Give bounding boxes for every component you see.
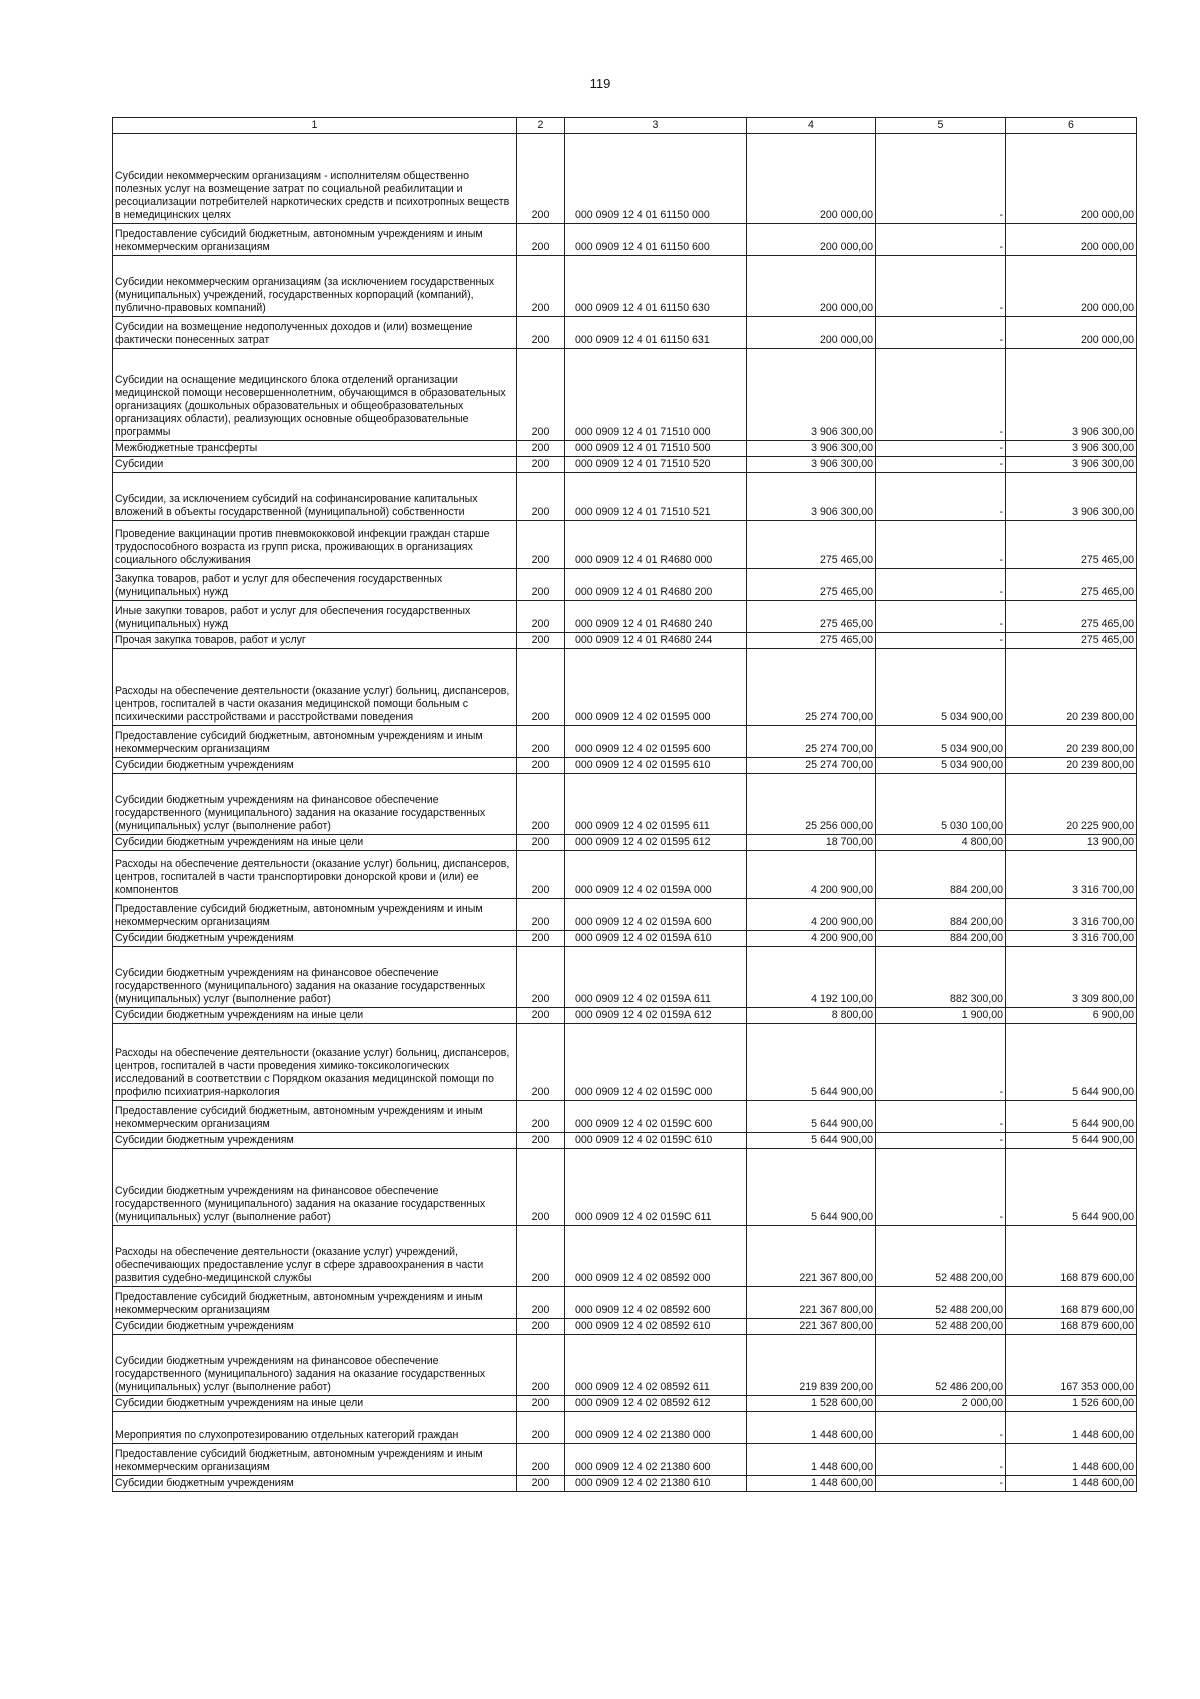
row-code: 200 xyxy=(517,521,565,569)
row-amount-col5: 5 034 900,00 xyxy=(876,758,1006,774)
table-row xyxy=(113,931,1137,947)
row-amount-col6: 200 000,00 xyxy=(1006,224,1137,256)
row-amount-col5: - xyxy=(876,569,1006,601)
row-amount-col4: 3 906 300,00 xyxy=(747,457,876,473)
row-amount-col4: 200 000,00 xyxy=(747,134,876,224)
row-code: 200 xyxy=(517,1444,565,1476)
row-amount-col5: - xyxy=(876,317,1006,349)
row-amount-col4: 200 000,00 xyxy=(747,256,876,317)
row-kbk: 000 0909 12 4 02 0159А 611 xyxy=(565,947,747,1008)
row-amount-col6: 275 465,00 xyxy=(1006,601,1137,633)
table-row xyxy=(113,441,1137,457)
row-amount-col4: 221 367 800,00 xyxy=(747,1319,876,1335)
row-amount-col6: 275 465,00 xyxy=(1006,569,1137,601)
row-code: 200 xyxy=(517,473,565,521)
row-name: Иные закупки товаров, работ и услуг для обеспечения государственных (муниципальных) нужд xyxy=(113,601,517,633)
row-amount-col5: 884 200,00 xyxy=(876,931,1006,947)
row-amount-col4: 5 644 900,00 xyxy=(747,1149,876,1226)
row-code: 200 xyxy=(517,1412,565,1444)
row-amount-col6: 5 644 900,00 xyxy=(1006,1133,1137,1149)
row-name: Предоставление субсидий бюджетным, автономным учреждениям и иным некоммерческим организациям xyxy=(113,726,517,758)
row-amount-col6: 200 000,00 xyxy=(1006,134,1137,224)
row-amount-col4: 219 839 200,00 xyxy=(747,1335,876,1396)
table-row xyxy=(113,851,1137,899)
table-row xyxy=(113,1226,1137,1287)
row-amount-col4: 25 274 700,00 xyxy=(747,726,876,758)
row-amount-col5: - xyxy=(876,224,1006,256)
row-code: 200 xyxy=(517,633,565,649)
row-kbk: 000 0909 12 4 02 21380 600 xyxy=(565,1444,747,1476)
row-code: 200 xyxy=(517,758,565,774)
row-amount-col5: - xyxy=(876,1476,1006,1492)
row-name: Закупка товаров, работ и услуг для обеспечения государственных (муниципальных) нужд xyxy=(113,569,517,601)
row-amount-col4: 18 700,00 xyxy=(747,835,876,851)
row-amount-col5: 2 000,00 xyxy=(876,1396,1006,1412)
row-name: Субсидии некоммерческим организациям (за исключением государственных (муниципальных) учреждений, государственных корпораций (компаний), публично-правовых компаний) xyxy=(113,256,517,317)
row-kbk: 000 0909 12 4 01 61150 600 xyxy=(565,224,747,256)
row-amount-col4: 25 256 000,00 xyxy=(747,774,876,835)
table-row xyxy=(113,473,1137,521)
row-kbk: 000 0909 12 4 02 08592 000 xyxy=(565,1226,747,1287)
table-row xyxy=(113,774,1137,835)
row-name: Субсидии бюджетным учреждениям xyxy=(113,1476,517,1492)
table-row xyxy=(113,1412,1137,1444)
row-amount-col6: 3 316 700,00 xyxy=(1006,899,1137,931)
table-row xyxy=(113,317,1137,349)
row-amount-col6: 20 225 900,00 xyxy=(1006,774,1137,835)
row-amount-col5: - xyxy=(876,134,1006,224)
row-amount-col4: 4 200 900,00 xyxy=(747,899,876,931)
table-row xyxy=(113,521,1137,569)
row-amount-col6: 275 465,00 xyxy=(1006,521,1137,569)
row-amount-col6: 6 900,00 xyxy=(1006,1008,1137,1024)
row-kbk: 000 0909 12 4 01 71510 000 xyxy=(565,349,747,441)
row-kbk: 000 0909 12 4 02 01595 610 xyxy=(565,758,747,774)
row-amount-col4: 3 906 300,00 xyxy=(747,441,876,457)
row-kbk: 000 0909 12 4 01 61150 000 xyxy=(565,134,747,224)
row-kbk: 000 0909 12 4 01 R4680 244 xyxy=(565,633,747,649)
row-code: 200 xyxy=(517,317,565,349)
row-amount-col5: - xyxy=(876,349,1006,441)
row-code: 200 xyxy=(517,1319,565,1335)
row-amount-col5: 5 030 100,00 xyxy=(876,774,1006,835)
row-amount-col4: 221 367 800,00 xyxy=(747,1287,876,1319)
row-code: 200 xyxy=(517,1396,565,1412)
row-code: 200 xyxy=(517,1287,565,1319)
budget-table xyxy=(112,117,1137,1492)
row-name: Субсидии бюджетным учреждениям на финансовое обеспечение государственного (муниципального) задания на оказание государственных (муниципальных) услуг (выполнение работ) xyxy=(113,1335,517,1396)
row-amount-col4: 4 200 900,00 xyxy=(747,851,876,899)
row-name: Субсидии xyxy=(113,457,517,473)
row-amount-col6: 168 879 600,00 xyxy=(1006,1287,1137,1319)
row-code: 200 xyxy=(517,835,565,851)
row-code: 200 xyxy=(517,931,565,947)
row-amount-col6: 1 526 600,00 xyxy=(1006,1396,1137,1412)
row-amount-col5: - xyxy=(876,1101,1006,1133)
row-kbk: 000 0909 12 4 02 21380 610 xyxy=(565,1476,747,1492)
row-amount-col4: 275 465,00 xyxy=(747,633,876,649)
row-amount-col4: 4 192 100,00 xyxy=(747,947,876,1008)
row-amount-col4: 1 448 600,00 xyxy=(747,1444,876,1476)
row-name: Субсидии на оснащение медицинского блока отделений организации медицинской помощи несовершеннолетним, обучающимся в образовательных организациях (дошкольных образовательных и общеобразовательных организациях области), реализующих основные общеобразовательные программы xyxy=(113,349,517,441)
row-amount-col6: 3 316 700,00 xyxy=(1006,931,1137,947)
row-amount-col6: 13 900,00 xyxy=(1006,835,1137,851)
row-kbk: 000 0909 12 4 02 21380 000 xyxy=(565,1412,747,1444)
row-amount-col4: 8 800,00 xyxy=(747,1008,876,1024)
row-amount-col6: 20 239 800,00 xyxy=(1006,649,1137,726)
row-amount-col5: - xyxy=(876,633,1006,649)
row-name: Субсидии бюджетным учреждениям xyxy=(113,931,517,947)
row-code: 200 xyxy=(517,1149,565,1226)
row-amount-col4: 200 000,00 xyxy=(747,317,876,349)
row-amount-col5: - xyxy=(876,256,1006,317)
row-amount-col6: 275 465,00 xyxy=(1006,633,1137,649)
row-code: 200 xyxy=(517,649,565,726)
row-code: 200 xyxy=(517,457,565,473)
row-amount-col6: 200 000,00 xyxy=(1006,256,1137,317)
row-kbk: 000 0909 12 4 01 R4680 240 xyxy=(565,601,747,633)
row-amount-col5: 5 034 900,00 xyxy=(876,649,1006,726)
row-amount-col5: - xyxy=(876,1444,1006,1476)
table-row xyxy=(113,1133,1137,1149)
row-name: Субсидии бюджетным учреждениям на иные цели xyxy=(113,835,517,851)
row-amount-col5: 52 488 200,00 xyxy=(876,1319,1006,1335)
row-amount-col4: 221 367 800,00 xyxy=(747,1226,876,1287)
row-name: Межбюджетные трансферты xyxy=(113,441,517,457)
row-name: Расходы на обеспечение деятельности (оказание услуг) учреждений, обеспечивающих предоставление услуг в сфере здравоохранения в части развития судебно-медицинской службы xyxy=(113,1226,517,1287)
row-kbk: 000 0909 12 4 02 0159А 610 xyxy=(565,931,747,947)
row-kbk: 000 0909 12 4 02 08592 600 xyxy=(565,1287,747,1319)
table-row xyxy=(113,633,1137,649)
row-amount-col5: 884 200,00 xyxy=(876,899,1006,931)
row-kbk: 000 0909 12 4 02 01595 612 xyxy=(565,835,747,851)
table-row xyxy=(113,1024,1137,1101)
table-row xyxy=(113,569,1137,601)
column-header: 1 xyxy=(113,118,517,134)
table-row xyxy=(113,758,1137,774)
table-header-row xyxy=(113,118,1137,134)
row-amount-col5: - xyxy=(876,601,1006,633)
row-amount-col5: - xyxy=(876,457,1006,473)
row-amount-col6: 20 239 800,00 xyxy=(1006,726,1137,758)
row-amount-col6: 5 644 900,00 xyxy=(1006,1101,1137,1133)
row-amount-col6: 168 879 600,00 xyxy=(1006,1226,1137,1287)
row-name: Субсидии, за исключением субсидий на софинансирование капитальных вложений в объекты государственной (муниципальной) собственности xyxy=(113,473,517,521)
row-amount-col4: 275 465,00 xyxy=(747,521,876,569)
column-header: 3 xyxy=(565,118,747,134)
row-kbk: 000 0909 12 4 01 71510 521 xyxy=(565,473,747,521)
row-name: Субсидии на возмещение недополученных доходов и (или) возмещение фактически понесенных затрат xyxy=(113,317,517,349)
table-row xyxy=(113,947,1137,1008)
column-header: 6 xyxy=(1006,118,1137,134)
table-row xyxy=(113,1444,1137,1476)
row-kbk: 000 0909 12 4 02 0159С 000 xyxy=(565,1024,747,1101)
row-kbk: 000 0909 12 4 02 0159А 612 xyxy=(565,1008,747,1024)
row-name: Расходы на обеспечение деятельности (оказание услуг) больниц, диспансеров, центров, госпиталей в части проведения химико-токсикологических исследований в соответствии с Порядком оказания медицинской помощи по профилю психиатрия-наркология xyxy=(113,1024,517,1101)
table-row xyxy=(113,457,1137,473)
row-kbk: 000 0909 12 4 01 R4680 000 xyxy=(565,521,747,569)
row-code: 200 xyxy=(517,899,565,931)
row-kbk: 000 0909 12 4 02 01595 611 xyxy=(565,774,747,835)
row-name: Субсидии бюджетным учреждениям на иные цели xyxy=(113,1008,517,1024)
row-amount-col6: 3 906 300,00 xyxy=(1006,473,1137,521)
row-amount-col6: 20 239 800,00 xyxy=(1006,758,1137,774)
row-amount-col6: 3 906 300,00 xyxy=(1006,349,1137,441)
row-amount-col4: 200 000,00 xyxy=(747,224,876,256)
row-amount-col5: 884 200,00 xyxy=(876,851,1006,899)
row-kbk: 000 0909 12 4 02 0159С 610 xyxy=(565,1133,747,1149)
row-code: 200 xyxy=(517,1008,565,1024)
row-amount-col6: 3 316 700,00 xyxy=(1006,851,1137,899)
table-row xyxy=(113,134,1137,224)
row-amount-col4: 4 200 900,00 xyxy=(747,931,876,947)
row-name: Предоставление субсидий бюджетным, автономным учреждениям и иным некоммерческим организациям xyxy=(113,224,517,256)
table-row xyxy=(113,1319,1137,1335)
row-name: Субсидии бюджетным учреждениям на финансовое обеспечение государственного (муниципального) задания на оказание государственных (муниципальных) услуг (выполнение работ) xyxy=(113,774,517,835)
row-name: Субсидии бюджетным учреждениям xyxy=(113,1319,517,1335)
table-row xyxy=(113,1149,1137,1226)
table-row xyxy=(113,1335,1137,1396)
row-code: 200 xyxy=(517,851,565,899)
row-amount-col6: 3 906 300,00 xyxy=(1006,441,1137,457)
row-name: Субсидии бюджетным учреждениям на иные цели xyxy=(113,1396,517,1412)
table-row xyxy=(113,649,1137,726)
row-code: 200 xyxy=(517,947,565,1008)
table-row xyxy=(113,349,1137,441)
row-name: Субсидии бюджетным учреждениям xyxy=(113,758,517,774)
row-kbk: 000 0909 12 4 02 0159С 600 xyxy=(565,1101,747,1133)
row-name: Расходы на обеспечение деятельности (оказание услуг) больниц, диспансеров, центров, госпиталей в части транспортировки донорской крови и (или) ее компонентов xyxy=(113,851,517,899)
row-amount-col4: 5 644 900,00 xyxy=(747,1024,876,1101)
row-kbk: 000 0909 12 4 02 01595 000 xyxy=(565,649,747,726)
table-row xyxy=(113,899,1137,931)
row-kbk: 000 0909 12 4 02 0159А 000 xyxy=(565,851,747,899)
row-amount-col4: 25 274 700,00 xyxy=(747,649,876,726)
row-amount-col5: - xyxy=(876,473,1006,521)
row-kbk: 000 0909 12 4 02 01595 600 xyxy=(565,726,747,758)
row-code: 200 xyxy=(517,569,565,601)
row-amount-col6: 5 644 900,00 xyxy=(1006,1024,1137,1101)
row-amount-col6: 3 309 800,00 xyxy=(1006,947,1137,1008)
row-code: 200 xyxy=(517,256,565,317)
table-row xyxy=(113,256,1137,317)
row-kbk: 000 0909 12 4 01 71510 520 xyxy=(565,457,747,473)
row-amount-col4: 3 906 300,00 xyxy=(747,473,876,521)
row-code: 200 xyxy=(517,1101,565,1133)
row-code: 200 xyxy=(517,1133,565,1149)
row-name: Предоставление субсидий бюджетным, автономным учреждениям и иным некоммерческим организациям xyxy=(113,899,517,931)
row-amount-col6: 3 906 300,00 xyxy=(1006,457,1137,473)
row-code: 200 xyxy=(517,601,565,633)
row-name: Субсидии бюджетным учреждениям xyxy=(113,1133,517,1149)
row-amount-col4: 1 528 600,00 xyxy=(747,1396,876,1412)
column-header: 4 xyxy=(747,118,876,134)
row-kbk: 000 0909 12 4 01 R4680 200 xyxy=(565,569,747,601)
row-amount-col5: - xyxy=(876,1133,1006,1149)
row-code: 200 xyxy=(517,774,565,835)
row-code: 200 xyxy=(517,1024,565,1101)
row-name: Субсидии некоммерческим организациям - исполнителям общественно полезных услуг на возмещение затрат по социальной реабилитации и ресоциализации потребителей наркотических средств и психотропных веществ в немедицинских целях xyxy=(113,134,517,224)
row-amount-col5: 52 488 200,00 xyxy=(876,1287,1006,1319)
row-amount-col5: 1 900,00 xyxy=(876,1008,1006,1024)
row-code: 200 xyxy=(517,1226,565,1287)
row-amount-col6: 1 448 600,00 xyxy=(1006,1412,1137,1444)
row-kbk: 000 0909 12 4 02 08592 611 xyxy=(565,1335,747,1396)
row-amount-col4: 275 465,00 xyxy=(747,569,876,601)
row-name: Проведение вакцинации против пневмококковой инфекции граждан старше трудоспособного возраста из групп риска, проживающих в организациях социального обслуживания xyxy=(113,521,517,569)
row-kbk: 000 0909 12 4 02 0159А 600 xyxy=(565,899,747,931)
row-amount-col6: 1 448 600,00 xyxy=(1006,1444,1137,1476)
table-row xyxy=(113,224,1137,256)
table-row xyxy=(113,835,1137,851)
row-amount-col6: 167 353 000,00 xyxy=(1006,1335,1137,1396)
table-body xyxy=(113,134,1137,1492)
table-row xyxy=(113,726,1137,758)
row-amount-col6: 168 879 600,00 xyxy=(1006,1319,1137,1335)
row-amount-col6: 200 000,00 xyxy=(1006,317,1137,349)
column-header: 2 xyxy=(517,118,565,134)
row-amount-col5: 52 488 200,00 xyxy=(876,1226,1006,1287)
row-amount-col5: - xyxy=(876,441,1006,457)
row-code: 200 xyxy=(517,224,565,256)
row-name: Субсидии бюджетным учреждениям на финансовое обеспечение государственного (муниципального) задания на оказание государственных (муниципальных) услуг (выполнение работ) xyxy=(113,947,517,1008)
row-code: 200 xyxy=(517,134,565,224)
table-row xyxy=(113,601,1137,633)
row-code: 200 xyxy=(517,1476,565,1492)
row-amount-col5: 52 486 200,00 xyxy=(876,1335,1006,1396)
row-amount-col4: 1 448 600,00 xyxy=(747,1476,876,1492)
row-amount-col4: 25 274 700,00 xyxy=(747,758,876,774)
row-amount-col5: - xyxy=(876,1024,1006,1101)
table-row xyxy=(113,1287,1137,1319)
row-code: 200 xyxy=(517,349,565,441)
row-kbk: 000 0909 12 4 01 61150 631 xyxy=(565,317,747,349)
row-name: Расходы на обеспечение деятельности (оказание услуг) больниц, диспансеров, центров, госпиталей в части оказания медицинской помощи больным с психическими расстройствами и расстройствами поведения xyxy=(113,649,517,726)
table-row xyxy=(113,1396,1137,1412)
row-name: Прочая закупка товаров, работ и услуг xyxy=(113,633,517,649)
table-row xyxy=(113,1101,1137,1133)
page-number: 119 xyxy=(589,76,611,91)
row-amount-col4: 5 644 900,00 xyxy=(747,1133,876,1149)
row-kbk: 000 0909 12 4 01 61150 630 xyxy=(565,256,747,317)
row-kbk: 000 0909 12 4 02 08592 612 xyxy=(565,1396,747,1412)
row-amount-col4: 3 906 300,00 xyxy=(747,349,876,441)
row-amount-col5: - xyxy=(876,521,1006,569)
row-name: Субсидии бюджетным учреждениям на финансовое обеспечение государственного (муниципального) задания на оказание государственных (муниципальных) услуг (выполнение работ) xyxy=(113,1149,517,1226)
column-header: 5 xyxy=(876,118,1006,134)
row-amount-col5: - xyxy=(876,1412,1006,1444)
row-code: 200 xyxy=(517,441,565,457)
row-amount-col4: 275 465,00 xyxy=(747,601,876,633)
row-kbk: 000 0909 12 4 02 0159С 611 xyxy=(565,1149,747,1226)
row-kbk: 000 0909 12 4 02 08592 610 xyxy=(565,1319,747,1335)
row-amount-col4: 5 644 900,00 xyxy=(747,1101,876,1133)
row-amount-col5: 882 300,00 xyxy=(876,947,1006,1008)
row-amount-col6: 5 644 900,00 xyxy=(1006,1149,1137,1226)
table-row xyxy=(113,1476,1137,1492)
row-name: Предоставление субсидий бюджетным, автономным учреждениям и иным некоммерческим организациям xyxy=(113,1287,517,1319)
row-code: 200 xyxy=(517,726,565,758)
row-name: Предоставление субсидий бюджетным, автономным учреждениям и иным некоммерческим организациям xyxy=(113,1101,517,1133)
row-amount-col6: 1 448 600,00 xyxy=(1006,1476,1137,1492)
row-amount-col5: 5 034 900,00 xyxy=(876,726,1006,758)
row-kbk: 000 0909 12 4 01 71510 500 xyxy=(565,441,747,457)
row-amount-col5: 4 800,00 xyxy=(876,835,1006,851)
row-amount-col4: 1 448 600,00 xyxy=(747,1412,876,1444)
row-name: Предоставление субсидий бюджетным, автономным учреждениям и иным некоммерческим организациям xyxy=(113,1444,517,1476)
row-code: 200 xyxy=(517,1335,565,1396)
row-amount-col5: - xyxy=(876,1149,1006,1226)
table-row xyxy=(113,1008,1137,1024)
row-name: Мероприятия по слухопротезированию отдельных категорий граждан xyxy=(113,1412,517,1444)
